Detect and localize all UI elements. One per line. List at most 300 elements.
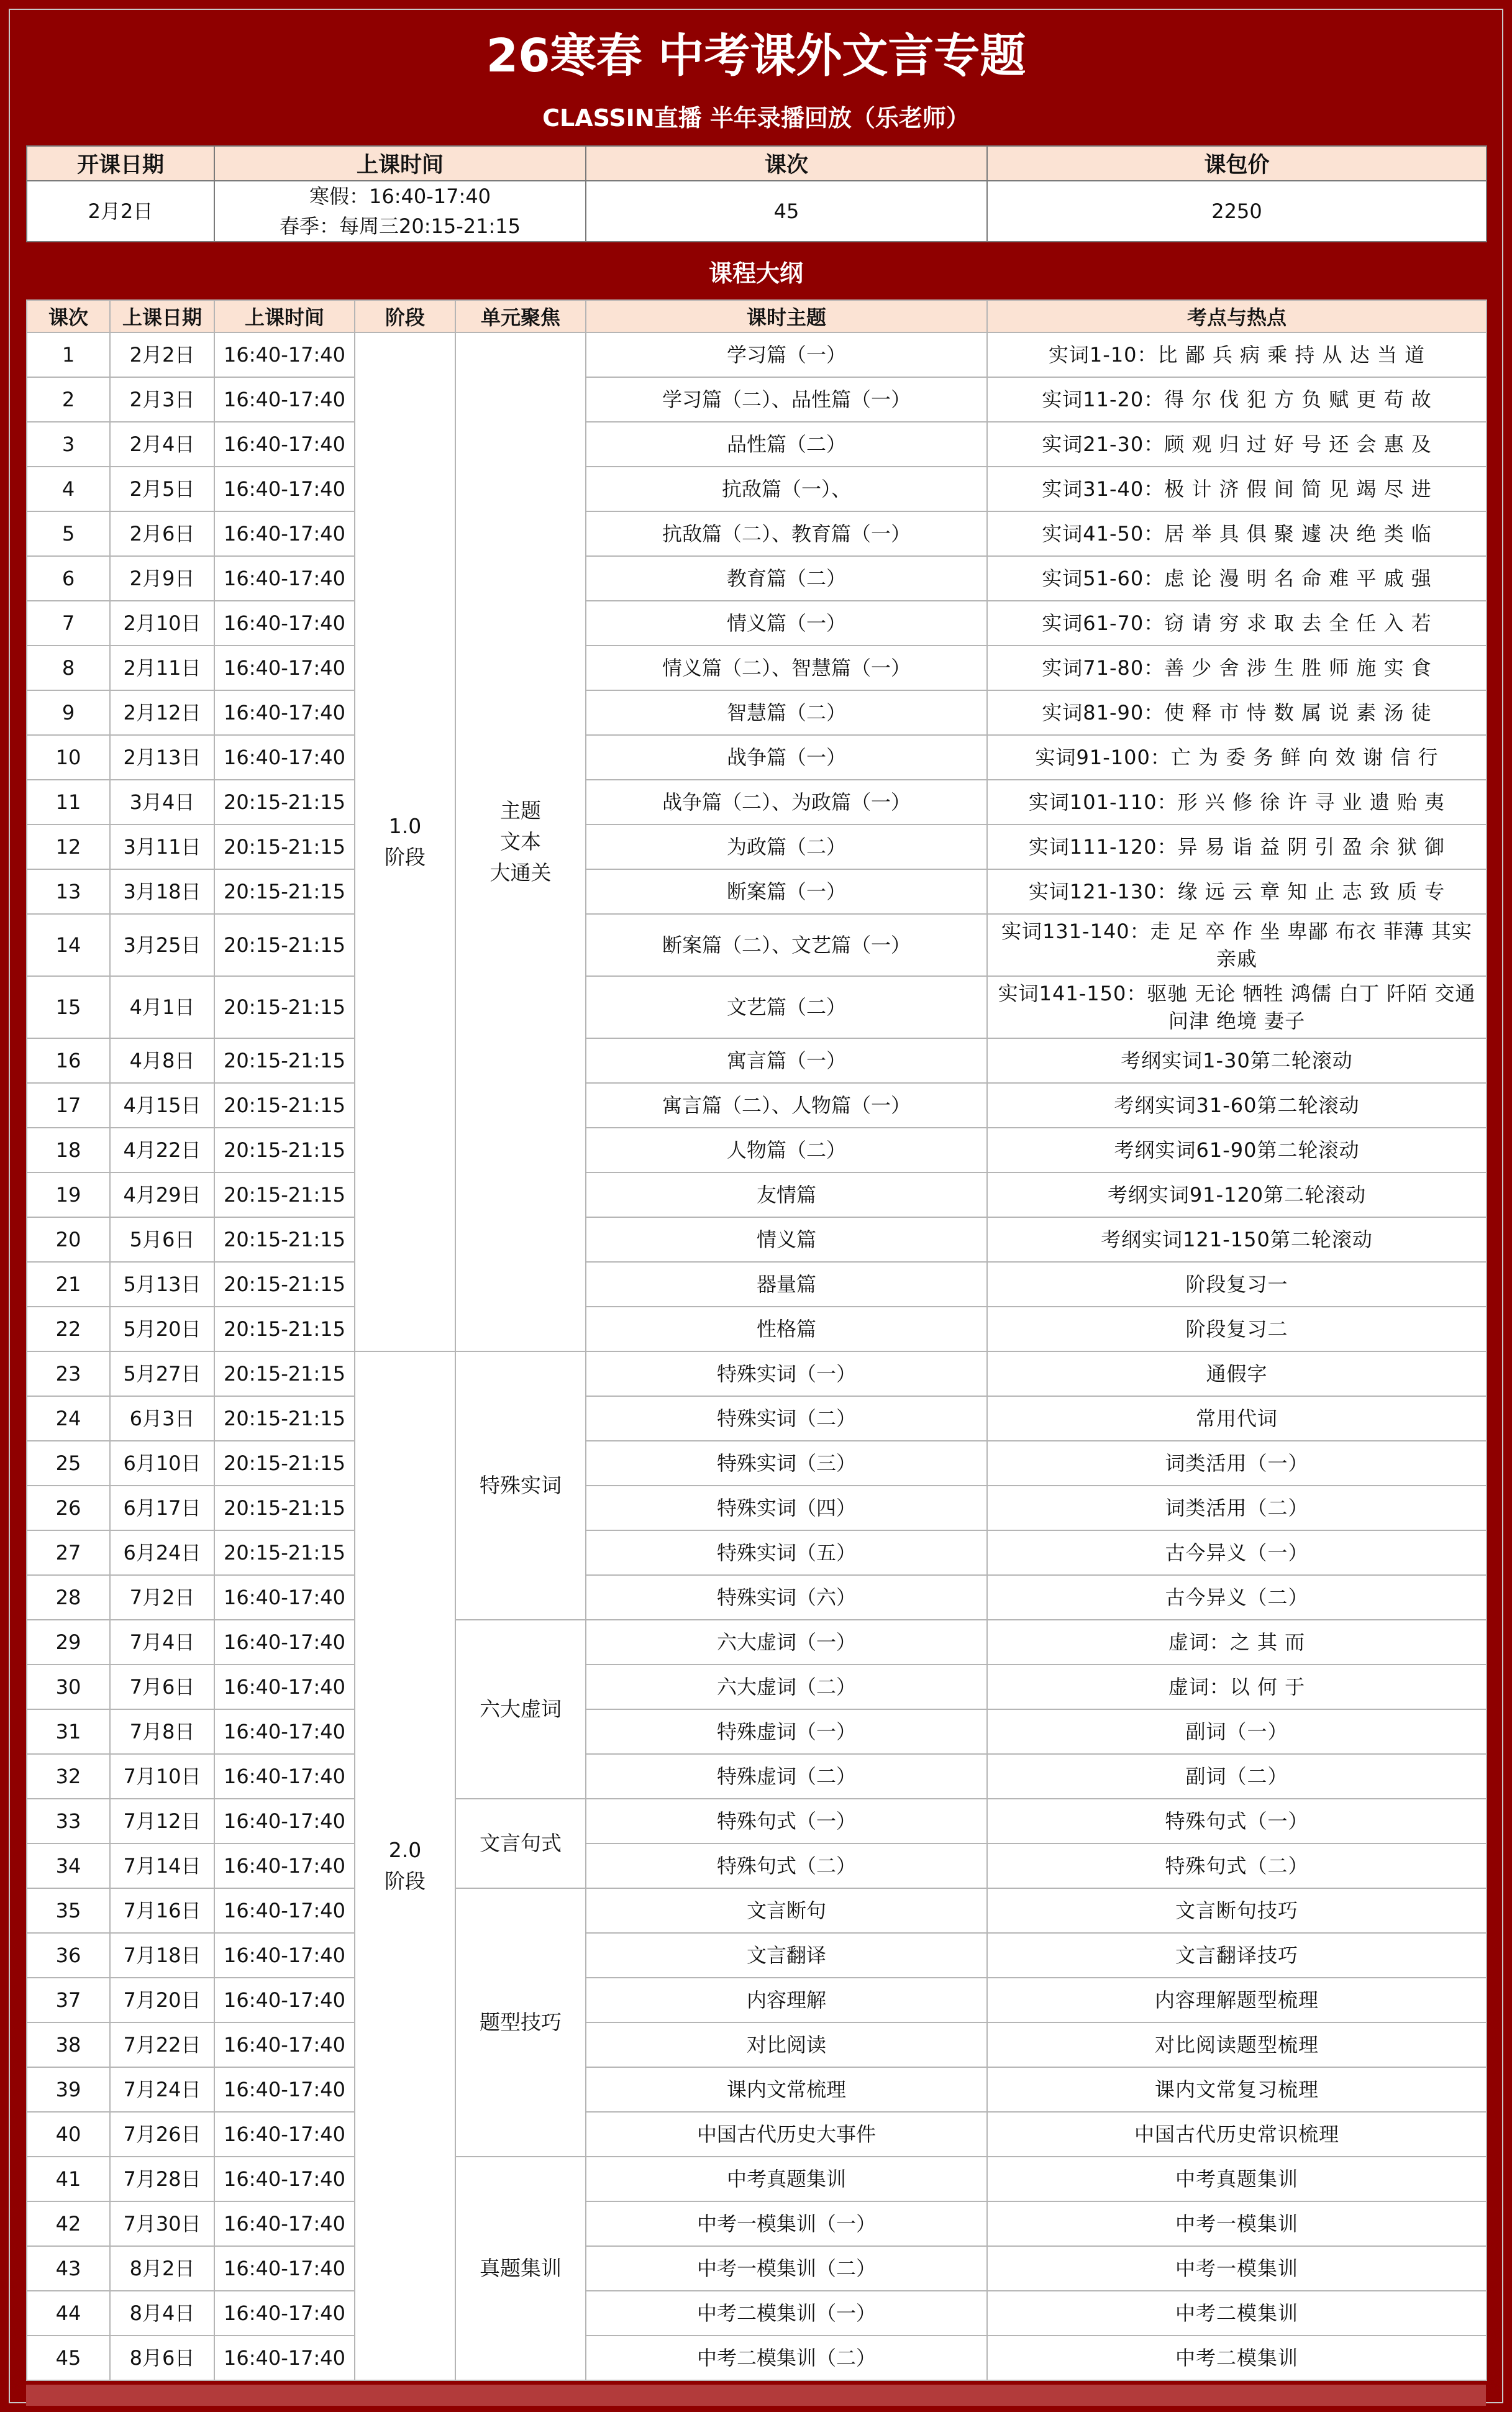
- session-key-points: 内容理解题型梳理: [987, 1978, 1487, 2022]
- header-unit: 单元聚焦: [455, 300, 586, 332]
- session-number: 11: [27, 780, 110, 825]
- session-date: 7月16日: [110, 1888, 214, 1933]
- session-topic: 学习篇（二）、品性篇（一）: [586, 377, 987, 422]
- table-row: [27, 1038, 1487, 1083]
- session-key-points: 考纲实词61-90第二轮滚动: [987, 1128, 1487, 1172]
- session-topic: 抗敌篇（一）、: [586, 467, 987, 511]
- outline-body: [27, 332, 1487, 2380]
- table-row: [27, 1843, 1487, 1888]
- session-number: 44: [27, 2291, 110, 2336]
- session-date: 2月11日: [110, 646, 214, 690]
- page-subtitle: CLASSIN直播 半年录播回放（乐老师）: [542, 104, 970, 132]
- table-row: [27, 1262, 1487, 1307]
- session-time: 16:40-17:40: [214, 2157, 355, 2201]
- table-row: [27, 2022, 1487, 2067]
- session-date: 5月13日: [110, 1262, 214, 1307]
- session-date: 7月20日: [110, 1978, 214, 2022]
- session-time: 16:40-17:40: [214, 690, 355, 735]
- session-key-points: 特殊句式（一）: [987, 1799, 1487, 1843]
- session-time: 16:40-17:40: [214, 1754, 355, 1799]
- table-row: [27, 735, 1487, 780]
- session-date: 7月8日: [110, 1709, 214, 1754]
- session-time: 16:40-17:40: [214, 2022, 355, 2067]
- session-time: 20:15-21:15: [214, 914, 355, 976]
- session-number: 7: [27, 601, 110, 646]
- session-topic: 特殊句式（二）: [586, 1843, 987, 1888]
- session-topic: 特殊实词（一）: [586, 1351, 987, 1396]
- stage-label: 阶段: [385, 845, 426, 869]
- session-topic: 器量篇: [586, 1262, 987, 1307]
- session-time: 20:15-21:15: [214, 1396, 355, 1441]
- table-row: [27, 1217, 1487, 1262]
- table-row: [27, 1441, 1487, 1486]
- header-price: 课包价: [987, 146, 1487, 181]
- header-start-date: 开课日期: [27, 146, 214, 181]
- session-date: 2月13日: [110, 735, 214, 780]
- class-time-line-spring: 春季：每周三20:15-21:15: [280, 214, 521, 238]
- session-number: 25: [27, 1441, 110, 1486]
- session-topic: 特殊虚词（二）: [586, 1754, 987, 1799]
- session-date: 7月30日: [110, 2201, 214, 2246]
- session-date: 2月12日: [110, 690, 214, 735]
- session-number: 40: [27, 2112, 110, 2157]
- session-date: 7月12日: [110, 1799, 214, 1843]
- session-key-points: 考纲实词121-150第二轮滚动: [987, 1217, 1487, 1262]
- session-topic: 战争篇（一）: [586, 735, 987, 780]
- session-key-points: 实词81-90：使 释 市 恃 数 属 说 素 汤 徒: [987, 690, 1487, 735]
- session-topic: 断案篇（二）、文艺篇（一）: [586, 914, 987, 976]
- session-topic: 特殊实词（三）: [586, 1441, 987, 1486]
- header-date: 上课日期: [110, 300, 214, 332]
- session-time: 16:40-17:40: [214, 377, 355, 422]
- session-topic: 文言翻译: [586, 1933, 987, 1978]
- session-time: 16:40-17:40: [214, 646, 355, 690]
- unit-label: 特殊实词: [480, 1473, 562, 1497]
- header-time: 上课时间: [214, 300, 355, 332]
- session-key-points: 虚词：之 其 而: [987, 1620, 1487, 1665]
- session-topic: 特殊实词（二）: [586, 1396, 987, 1441]
- info-header-row: [27, 146, 1487, 181]
- session-time: 20:15-21:15: [214, 1172, 355, 1217]
- session-key-points: 虚词：以 何 于: [987, 1665, 1487, 1709]
- session-topic: 寓言篇（一）: [586, 1038, 987, 1083]
- session-topic: 情义篇（一）: [586, 601, 987, 646]
- session-key-points: 通假字: [987, 1351, 1487, 1396]
- session-date: 4月22日: [110, 1128, 214, 1172]
- unit-label: 大通关: [490, 861, 552, 885]
- header-session-no: 课次: [27, 300, 110, 332]
- session-time: 20:15-21:15: [214, 1038, 355, 1083]
- session-key-points: 中考一模集训: [987, 2201, 1487, 2246]
- session-number: 1: [27, 332, 110, 377]
- session-key-points: 实词31-40：极 计 济 假 间 简 见 竭 尽 进: [987, 467, 1487, 511]
- session-number: 38: [27, 2022, 110, 2067]
- session-number: 45: [27, 2336, 110, 2380]
- course-info-table: [26, 145, 1487, 242]
- session-time: 20:15-21:15: [214, 1083, 355, 1128]
- session-number: 24: [27, 1396, 110, 1441]
- session-key-points: 实词41-50：居 举 具 俱 聚 遽 决 绝 类 临: [987, 511, 1487, 556]
- session-key-points: 实词91-100：亡 为 委 务 鲜 向 效 谢 信 行: [987, 735, 1487, 780]
- session-date: 2月3日: [110, 377, 214, 422]
- session-time: 16:40-17:40: [214, 2291, 355, 2336]
- session-key-points: 实词61-70：窃 请 穷 求 取 去 全 任 入 若: [987, 601, 1487, 646]
- table-row: [27, 825, 1487, 869]
- session-number: 19: [27, 1172, 110, 1217]
- session-date: 7月18日: [110, 1933, 214, 1978]
- unit-label: 主题: [500, 798, 541, 823]
- session-date: 6月17日: [110, 1486, 214, 1530]
- session-number: 27: [27, 1530, 110, 1575]
- session-number: 12: [27, 825, 110, 869]
- session-date: 7月10日: [110, 1754, 214, 1799]
- table-row: [27, 1754, 1487, 1799]
- session-key-points: 中国古代历史常识梳理: [987, 2112, 1487, 2157]
- session-topic: 中考一模集训（一）: [586, 2201, 987, 2246]
- session-time: 16:40-17:40: [214, 1888, 355, 1933]
- session-number: 21: [27, 1262, 110, 1307]
- session-key-points: 实词131-140：走 足 卒 作 坐 卑鄙 布衣 菲薄 其实 亲戚: [987, 914, 1487, 976]
- session-time: 16:40-17:40: [214, 2246, 355, 2291]
- session-number: 43: [27, 2246, 110, 2291]
- session-key-points: 中考二模集训: [987, 2291, 1487, 2336]
- session-key-points: 特殊句式（二）: [987, 1843, 1487, 1888]
- session-number: 14: [27, 914, 110, 976]
- session-number: 37: [27, 1978, 110, 2022]
- session-number: 41: [27, 2157, 110, 2201]
- session-topic: 性格篇: [586, 1307, 987, 1351]
- session-topic: 中考二模集训（一）: [586, 2291, 987, 2336]
- unit-cell: [455, 332, 586, 1351]
- table-row: [27, 511, 1487, 556]
- session-topic: 友情篇: [586, 1172, 987, 1217]
- table-row: [27, 601, 1487, 646]
- session-date: 7月2日: [110, 1575, 214, 1620]
- session-time: 20:15-21:15: [214, 1486, 355, 1530]
- table-row: [27, 1172, 1487, 1217]
- session-date: 7月6日: [110, 1665, 214, 1709]
- page-title: 26寒春 中考课外文言专题: [486, 29, 1026, 83]
- session-topic: 教育篇（二）: [586, 556, 987, 601]
- session-topic: 战争篇（二）、为政篇（一）: [586, 780, 987, 825]
- bottom-bar: [26, 2385, 1486, 2406]
- session-date: 7月22日: [110, 2022, 214, 2067]
- stage-cell: [355, 332, 455, 1351]
- session-key-points: 实词71-80：善 少 舍 涉 生 胜 师 施 实 食: [987, 646, 1487, 690]
- table-row: [27, 2157, 1487, 2201]
- session-date: 7月24日: [110, 2067, 214, 2112]
- session-number: 23: [27, 1351, 110, 1396]
- session-key-points: 文言翻译技巧: [987, 1933, 1487, 1978]
- session-time: 16:40-17:40: [214, 1843, 355, 1888]
- session-key-points: 考纲实词1-30第二轮滚动: [987, 1038, 1487, 1083]
- session-topic: 特殊实词（六）: [586, 1575, 987, 1620]
- table-row: [27, 1978, 1487, 2022]
- session-date: 6月24日: [110, 1530, 214, 1575]
- session-topic: 中考真题集训: [586, 2157, 987, 2201]
- session-date: 5月20日: [110, 1307, 214, 1351]
- session-date: 5月6日: [110, 1217, 214, 1262]
- session-time: 20:15-21:15: [214, 1441, 355, 1486]
- session-time: 16:40-17:40: [214, 1799, 355, 1843]
- session-number: 28: [27, 1575, 110, 1620]
- session-date: 4月15日: [110, 1083, 214, 1128]
- session-time: 20:15-21:15: [214, 780, 355, 825]
- session-time: 16:40-17:40: [214, 2067, 355, 2112]
- session-key-points: 考纲实词31-60第二轮滚动: [987, 1083, 1487, 1128]
- session-time: 20:15-21:15: [214, 1351, 355, 1396]
- session-key-points: 副词（一）: [987, 1709, 1487, 1754]
- session-number: 26: [27, 1486, 110, 1530]
- session-topic: 品性篇（二）: [586, 422, 987, 467]
- session-time: 16:40-17:40: [214, 601, 355, 646]
- session-topic: 寓言篇（二）、人物篇（一）: [586, 1083, 987, 1128]
- header-topic: 课时主题: [586, 300, 987, 332]
- session-number: 30: [27, 1665, 110, 1709]
- session-time: 20:15-21:15: [214, 1217, 355, 1262]
- table-row: [27, 976, 1487, 1038]
- unit-label: 文言句式: [480, 1831, 562, 1855]
- session-topic: 文言断句: [586, 1888, 987, 1933]
- session-number: 6: [27, 556, 110, 601]
- table-row: [27, 377, 1487, 422]
- session-time: 16:40-17:40: [214, 2201, 355, 2246]
- session-key-points: 实词141-150：驱驰 无论 牺牲 鸿儒 白丁 阡陌 交通 问津 绝境 妻子: [987, 976, 1487, 1038]
- session-topic: 内容理解: [586, 1978, 987, 2022]
- table-row: [27, 2291, 1487, 2336]
- session-number: 33: [27, 1799, 110, 1843]
- session-time: 20:15-21:15: [214, 1530, 355, 1575]
- session-topic: 情义篇: [586, 1217, 987, 1262]
- session-number: 36: [27, 1933, 110, 1978]
- session-number: 9: [27, 690, 110, 735]
- session-date: 2月2日: [110, 332, 214, 377]
- session-time: 16:40-17:40: [214, 1620, 355, 1665]
- session-number: 39: [27, 2067, 110, 2112]
- session-number: 5: [27, 511, 110, 556]
- unit-label: 题型技巧: [480, 2010, 562, 2034]
- session-time: 16:40-17:40: [214, 2112, 355, 2157]
- session-time: 16:40-17:40: [214, 556, 355, 601]
- table-row: [27, 467, 1487, 511]
- session-topic: 特殊实词（五）: [586, 1530, 987, 1575]
- unit-label: 真题集训: [480, 2256, 562, 2280]
- session-topic: 对比阅读: [586, 2022, 987, 2067]
- session-number: 32: [27, 1754, 110, 1799]
- session-time: 16:40-17:40: [214, 1575, 355, 1620]
- session-time: 16:40-17:40: [214, 2336, 355, 2380]
- session-number: 31: [27, 1709, 110, 1754]
- session-topic: 中国古代历史大事件: [586, 2112, 987, 2157]
- session-time: 20:15-21:15: [214, 1262, 355, 1307]
- table-row: [27, 1307, 1487, 1351]
- session-key-points: 实词51-60：虑 论 漫 明 名 命 难 平 戚 强: [987, 556, 1487, 601]
- info-value-row: [27, 181, 1487, 242]
- session-date: 6月3日: [110, 1396, 214, 1441]
- table-row: [27, 1530, 1487, 1575]
- session-time: 16:40-17:40: [214, 467, 355, 511]
- table-row: [27, 2201, 1487, 2246]
- session-topic: 特殊虚词（一）: [586, 1709, 987, 1754]
- session-number: 42: [27, 2201, 110, 2246]
- table-row: [27, 914, 1487, 976]
- session-topic: 课内文常梳理: [586, 2067, 987, 2112]
- session-key-points: 词类活用（二）: [987, 1486, 1487, 1530]
- session-topic: 特殊句式（一）: [586, 1799, 987, 1843]
- session-number: 34: [27, 1843, 110, 1888]
- session-number: 35: [27, 1888, 110, 1933]
- session-date: 2月6日: [110, 511, 214, 556]
- session-key-points: 中考二模集训: [987, 2336, 1487, 2380]
- price-value: 2250: [987, 181, 1487, 242]
- session-key-points: 副词（二）: [987, 1754, 1487, 1799]
- header-stage: 阶段: [355, 300, 455, 332]
- session-key-points: 实词1-10：比 鄙 兵 病 乘 持 从 达 当 道: [987, 332, 1487, 377]
- session-number: 15: [27, 976, 110, 1038]
- outline-title: 课程大纲: [708, 260, 803, 287]
- session-date: 7月28日: [110, 2157, 214, 2201]
- header-key-points: 考点与热点: [987, 300, 1487, 332]
- session-topic: 学习篇（一）: [586, 332, 987, 377]
- session-number: 20: [27, 1217, 110, 1262]
- session-date: 3月11日: [110, 825, 214, 869]
- table-row: [27, 780, 1487, 825]
- session-topic: 特殊实词（四）: [586, 1486, 987, 1530]
- session-topic: 断案篇（一）: [586, 869, 987, 914]
- session-key-points: 古今异义（二）: [987, 1575, 1487, 1620]
- class-time-line-winter: 寒假：16:40-17:40: [309, 185, 491, 208]
- session-key-points: 文言断句技巧: [987, 1888, 1487, 1933]
- session-topic: 文艺篇（二）: [586, 976, 987, 1038]
- session-number: 16: [27, 1038, 110, 1083]
- session-number: 8: [27, 646, 110, 690]
- session-number: 29: [27, 1620, 110, 1665]
- session-date: 5月27日: [110, 1351, 214, 1396]
- session-time: 20:15-21:15: [214, 1307, 355, 1351]
- outline-header-row: [27, 300, 1487, 332]
- unit-label: 文本: [500, 829, 541, 854]
- session-date: 2月9日: [110, 556, 214, 601]
- session-topic: 六大虚词（二）: [586, 1665, 987, 1709]
- table-row: [27, 1128, 1487, 1172]
- table-row: [27, 2112, 1487, 2157]
- session-number: 18: [27, 1128, 110, 1172]
- table-row: [27, 1083, 1487, 1128]
- table-row: [27, 2246, 1487, 2291]
- unit-cell: [455, 1799, 586, 1888]
- session-key-points: 中考真题集训: [987, 2157, 1487, 2201]
- session-time: 16:40-17:40: [214, 1665, 355, 1709]
- session-number: 10: [27, 735, 110, 780]
- session-time: 20:15-21:15: [214, 869, 355, 914]
- table-row: [27, 1351, 1487, 1396]
- session-date: 4月1日: [110, 976, 214, 1038]
- session-time: 16:40-17:40: [214, 422, 355, 467]
- table-row: [27, 646, 1487, 690]
- course-outline-table: [26, 299, 1487, 2381]
- table-row: [27, 332, 1487, 377]
- session-topic: 中考二模集训（二）: [586, 2336, 987, 2380]
- session-topic: 为政篇（二）: [586, 825, 987, 869]
- session-key-points: 阶段复习二: [987, 1307, 1487, 1351]
- session-key-points: 实词11-20：得 尔 伐 犯 方 负 赋 更 苟 故: [987, 377, 1487, 422]
- session-topic: 情义篇（二）、智慧篇（一）: [586, 646, 987, 690]
- stage-label: 阶段: [385, 1869, 426, 1893]
- session-date: 3月25日: [110, 914, 214, 976]
- session-number: 22: [27, 1307, 110, 1351]
- session-key-points: 对比阅读题型梳理: [987, 2022, 1487, 2067]
- session-date: 2月5日: [110, 467, 214, 511]
- session-time: 16:40-17:40: [214, 735, 355, 780]
- session-date: 4月8日: [110, 1038, 214, 1083]
- session-date: 2月10日: [110, 601, 214, 646]
- table-row: [27, 1396, 1487, 1441]
- table-row: [27, 690, 1487, 735]
- session-number: 3: [27, 422, 110, 467]
- session-number: 4: [27, 467, 110, 511]
- session-time: 16:40-17:40: [214, 511, 355, 556]
- session-date: 3月18日: [110, 869, 214, 914]
- table-row: [27, 869, 1487, 914]
- session-date: 8月6日: [110, 2336, 214, 2380]
- session-date: 7月14日: [110, 1843, 214, 1888]
- session-key-points: 古今异义（一）: [987, 1530, 1487, 1575]
- sessions-value: 45: [586, 181, 987, 242]
- table-row: [27, 1888, 1487, 1933]
- session-time: 20:15-21:15: [214, 976, 355, 1038]
- start-date-value: 2月2日: [27, 181, 214, 242]
- session-time: 20:15-21:15: [214, 1128, 355, 1172]
- table-row: [27, 556, 1487, 601]
- unit-cell: [455, 1888, 586, 2157]
- session-key-points: 课内文常复习梳理: [987, 2067, 1487, 2112]
- table-row: [27, 2067, 1487, 2112]
- session-key-points: 实词111-120：异 易 诣 益 阴 引 盈 余 狱 御: [987, 825, 1487, 869]
- session-date: 2月4日: [110, 422, 214, 467]
- class-time-value: [214, 181, 586, 242]
- table-row: [27, 1620, 1487, 1665]
- header-class-time: 上课时间: [214, 146, 586, 181]
- session-date: 8月4日: [110, 2291, 214, 2336]
- table-row: [27, 2336, 1487, 2380]
- table-row: [27, 1575, 1487, 1620]
- stage-cell: [355, 1351, 455, 2380]
- session-date: 4月29日: [110, 1172, 214, 1217]
- session-key-points: 实词101-110：形 兴 修 徐 许 寻 业 遗 贻 夷: [987, 780, 1487, 825]
- table-row: [27, 1933, 1487, 1978]
- table-row: [27, 1709, 1487, 1754]
- session-time: 16:40-17:40: [214, 1978, 355, 2022]
- session-number: 13: [27, 869, 110, 914]
- session-date: 8月2日: [110, 2246, 214, 2291]
- session-topic: 六大虚词（一）: [586, 1620, 987, 1665]
- session-number: 17: [27, 1083, 110, 1128]
- session-key-points: 中考一模集训: [987, 2246, 1487, 2291]
- session-topic: 人物篇（二）: [586, 1128, 987, 1172]
- session-time: 20:15-21:15: [214, 825, 355, 869]
- table-row: [27, 1486, 1487, 1530]
- session-key-points: 词类活用（一）: [987, 1441, 1487, 1486]
- stage-label: 2.0: [388, 1838, 422, 1862]
- session-number: 2: [27, 377, 110, 422]
- unit-label: 六大虚词: [480, 1697, 562, 1721]
- header-sessions: 课次: [586, 146, 987, 181]
- session-topic: 抗敌篇（二）、教育篇（一）: [586, 511, 987, 556]
- session-topic: 中考一模集训（二）: [586, 2246, 987, 2291]
- session-key-points: 常用代词: [987, 1396, 1487, 1441]
- session-time: 16:40-17:40: [214, 1709, 355, 1754]
- table-row: [27, 422, 1487, 467]
